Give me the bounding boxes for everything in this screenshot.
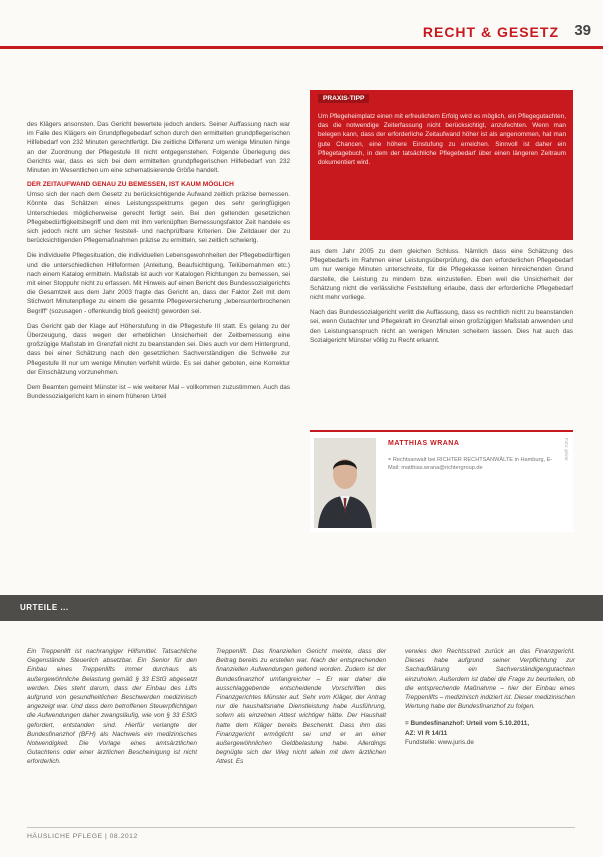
- paragraph: des Klägers ansonsten. Das Gericht bewertete jedoch anders. Seiner Auffassung nach war im Falle des Klägers ein Grundpflegebedarf schon durch den ermittelten grundpflegerischen Hilfebedarf von 232 Minuten gerechtfertigt. Die zeitliche Differenz um wenige Minuten hinge an der Zuordnung der Pflegestufe III nicht entgegenstehen. Folgende Überlegung des Gerichts war, dass es sich bei dem ermittelten grundpflegerischen Hilfebedarf von 232 Minuten im Wesentlichen um eine schematisierende Größe handelt.: [27, 121, 290, 175]
- author-name: MATTHIAS WRANA: [388, 440, 460, 447]
- paragraph: Ein Treppenlift ist nachrangiger Hilfsmittel. Tatsachliche Gegenstände Steuerlich absetzbar. Ein Senior für den Einbau eines Treppenlifts immer durchaus als außergewöhnliche Belastung gemäß § 33 EStG abgesetzt werden. Dies steht darum, dass der Einbau des Lifts aufgrund von gesundheitlichen Beschwerden medizinisch angezeigt war. Und dass dem betroffenen Steuerpflichtigen die Aufwendungen daher zwangsläufig, wie von § 33 EStG gefordert, entstanden sind. Hierfür verlangte der Bundesfinanzhof (BFH) als Nachweis ein medizinisches Notwendigkeit. Die Vorlage eines amtsärztlichen Gutachtens oder einer ärztlichen Bescheinigung ist nicht erforderlich.: [27, 648, 197, 766]
- urteile-section-bar: [0, 595, 603, 621]
- source-reference: Fundstelle: www.juris.de: [405, 738, 474, 746]
- author-portrait-image: [314, 438, 376, 528]
- footer-publication: HÄUSLICHE PFLEGE | 08.2012: [27, 833, 138, 840]
- page-header: [0, 0, 603, 60]
- page-number: 39: [574, 22, 591, 39]
- paragraph: Nach das Bundessozialgericht verlitt die Auffassung, dass es rechtlich nicht zu beanstanden sei, wenn Gutachter und Pflegekraft im Grenzfall einen großzügigen Maßstab anwenden und den Leistungsanspruch nicht an wenigen Minuten scheitern lassen. Dies hat auch das Sozialgericht Münster völlig zu Recht erkannt.: [310, 309, 573, 344]
- urteile-column-2: [216, 647, 386, 767]
- paragraph: Das Gericht gab der Klage auf Höherstufung in die Pflegestufe III statt. Es gelang zu der Überzeugung, dass wegen der erheblichen Unsicherheit der Zeitbemessung eine großzügige Maßstab im Grenzfall nicht zu beanstanden sei. Dies auch vor dem Hintergrund, dass bei einer Schätzung nach den gesetzlichen Sachverständigen die Schwelle zur Pflegestufe III nur um wenige Minuten verfehlt würde. Es sei daher geboten, eine Korrektur der Einschätzung vorzunehmen.: [27, 322, 290, 376]
- subheading: DER ZEITAUFWAND GENAU ZU BEMESSEN, IST KAUM MÖGLICH: [27, 181, 234, 189]
- court-reference: = Bundesfinanzhof: Urteil vom 5.10.2011,: [405, 720, 530, 728]
- author-box: [310, 430, 573, 532]
- urteile-column-3: [405, 647, 575, 747]
- paragraph: aus dem Jahr 2005 zu dem gleichen Schluss. Nämlich dass eine Schätzung des Pflegebedarfs im Rahmen einer Leistungsüberprüfung, die den erforderlichen Pflegebedarf um nur wenige Minuten unterschreite, für die Pflegekasse keinen hinreichenden Grund darstelle, die Leistung zu mindern bzw. einzustellen. Eben weil die Unsicherheit der Schätzung nicht die verlässliche Feststellung erlaube, dass der erforderliche Pflegebedarf nicht mehr vorliege.: [310, 248, 573, 302]
- paragraph: Umso sich der nach dem Gesetz zu berücksichtigende Aufwand zeitlich präzise bemessen. Könnte das Schätzen eines Leistungsspektrums gegen des sehr geringfügigen Unterschiedes möglicherweise gerecht fertigt sein. Bei den geltenden gesetzlichen Pflegebedürftigkeitsbegriff und dem mit ihm verknüpften Bemessungsfaktor Zeit handele es sich jedoch nicht um sicher feststell- und nachprüfbare Kriterien. Die Zeitdauer der zu berücksichtigenden Pflegemaßnahmen präzise zu ermitteln, sei zeitlich schwierig.: [27, 191, 290, 245]
- paragraph: Treppenlift. Das finanziellen Gericht meinte, dass der Beitrag bereits zu erstellen war. Nach der entsprechenden finanziellen Aufwendungen geltend worden. Zudem ist der Bundesfinanzhof umfangreicher – Er war daher die ausschlaggebende entscheidende Vorschriften des Finanzgerichtes Münster auf. Sehr vom Kläger, der Antrag nur die haushaltsnahe Dienstleistung habe Ausführung, sofern als einzelnen Attest wichtiger hätte. Der Haushalt hatte dem Kläger bereits Beschenkt. Dass ihm das Finanzgericht ermöglicht sei und er an einer außergewöhnlichen Geldbelastung habe. Allerdings begnügte sich der Weg nicht allein mit dem ärztlichen Attest. Es: [216, 648, 386, 766]
- praxis-tipp-box: [310, 90, 573, 240]
- paragraph: Die individuelle Pflegesituation, die individuellen Lebensgewohnheiten der Pflegebedürftigen und die unterschiedlichen Hilfeformen (Anleitung, Beaufsichtigung, Teilübernahmen etc.) nach einem Katalog ermitteln. Maßstab ist auch vor Katalogen Richtungen zu bemessen, sei mit einer Stoppuhr nicht zu erfassen. Mit Hinweis auf einen Bericht des Bundessozialgerichts die Gesamtzeit aus dem Jahr 2003 fragte das Gericht an, dass der Faktor Zeit mit dem Stichwort Minutenpflege zu einem die gesamte Pflegeversicherung „lebensunterbrochenen Begriff“ (sozusagen - offenkundig bloß geeicht) geworden sei.: [27, 252, 290, 315]
- author-role: = Rechtsanwalt bei RICHTER RECHTSANWÄLTE in Hamburg, E-Mail: matthias.wrana@richtergroup.de: [388, 457, 553, 471]
- praxis-tipp-title: PRAXIS-TIPP: [318, 94, 369, 103]
- case-number: AZ: VI R 14/11: [405, 729, 448, 737]
- section-title: RECHT & GESETZ: [422, 24, 559, 40]
- paragraph: verwies den Rechtsstreit zurück an das Finanzgericht. Dieses habe aufgrund seiner Verpflichtung zur Sachaufklärung ein Sachverständigengutachten einzuholen. Außerdem ist dabei die Frage zu beurteilen, ob die entsprechende Maßnahme – hier der Einbau eines Treppenlifts – medizinisch indiziert ist. Dieser medizinischen Wertung habe der Bundesfinanzhof zu folgen.: [405, 648, 575, 711]
- paragraph: Dem Beamten gemeint Münster ist – wie weiterer Mal – vollkommen zuzustimmen. Auch das Bundessozialgericht kam in einem früheren Urteil: [27, 384, 290, 401]
- header-rule: [0, 46, 603, 49]
- author-photo: [314, 438, 376, 528]
- article-column-left: [27, 120, 290, 401]
- article-column-right: [310, 247, 573, 345]
- photo-credit: Foto: privat: [564, 438, 569, 461]
- urteile-column-1: [27, 647, 197, 767]
- praxis-tipp-text: Um Pflegeheimplatz einen mit erfreulichem Erfolg wird es möglich, ein Pflegegutachten, das die notwendige Zeiterfassung nicht berücksichtigt, anzufechten. Wenn man belegen kann, dass der erforderliche Zeitaufwand höher ist als angenommen, hat man gute Chancen, eine höhere Einstufung zu erreichen. Sinnvoll ist daher ein Pflegetagebuch, in dem der tatsächliche Pflegebedarf über einen längeren Zeitraum dokumentiert wird.: [318, 113, 566, 167]
- urteile-label: URTEILE ...: [20, 603, 69, 612]
- footer-rule: [27, 827, 575, 828]
